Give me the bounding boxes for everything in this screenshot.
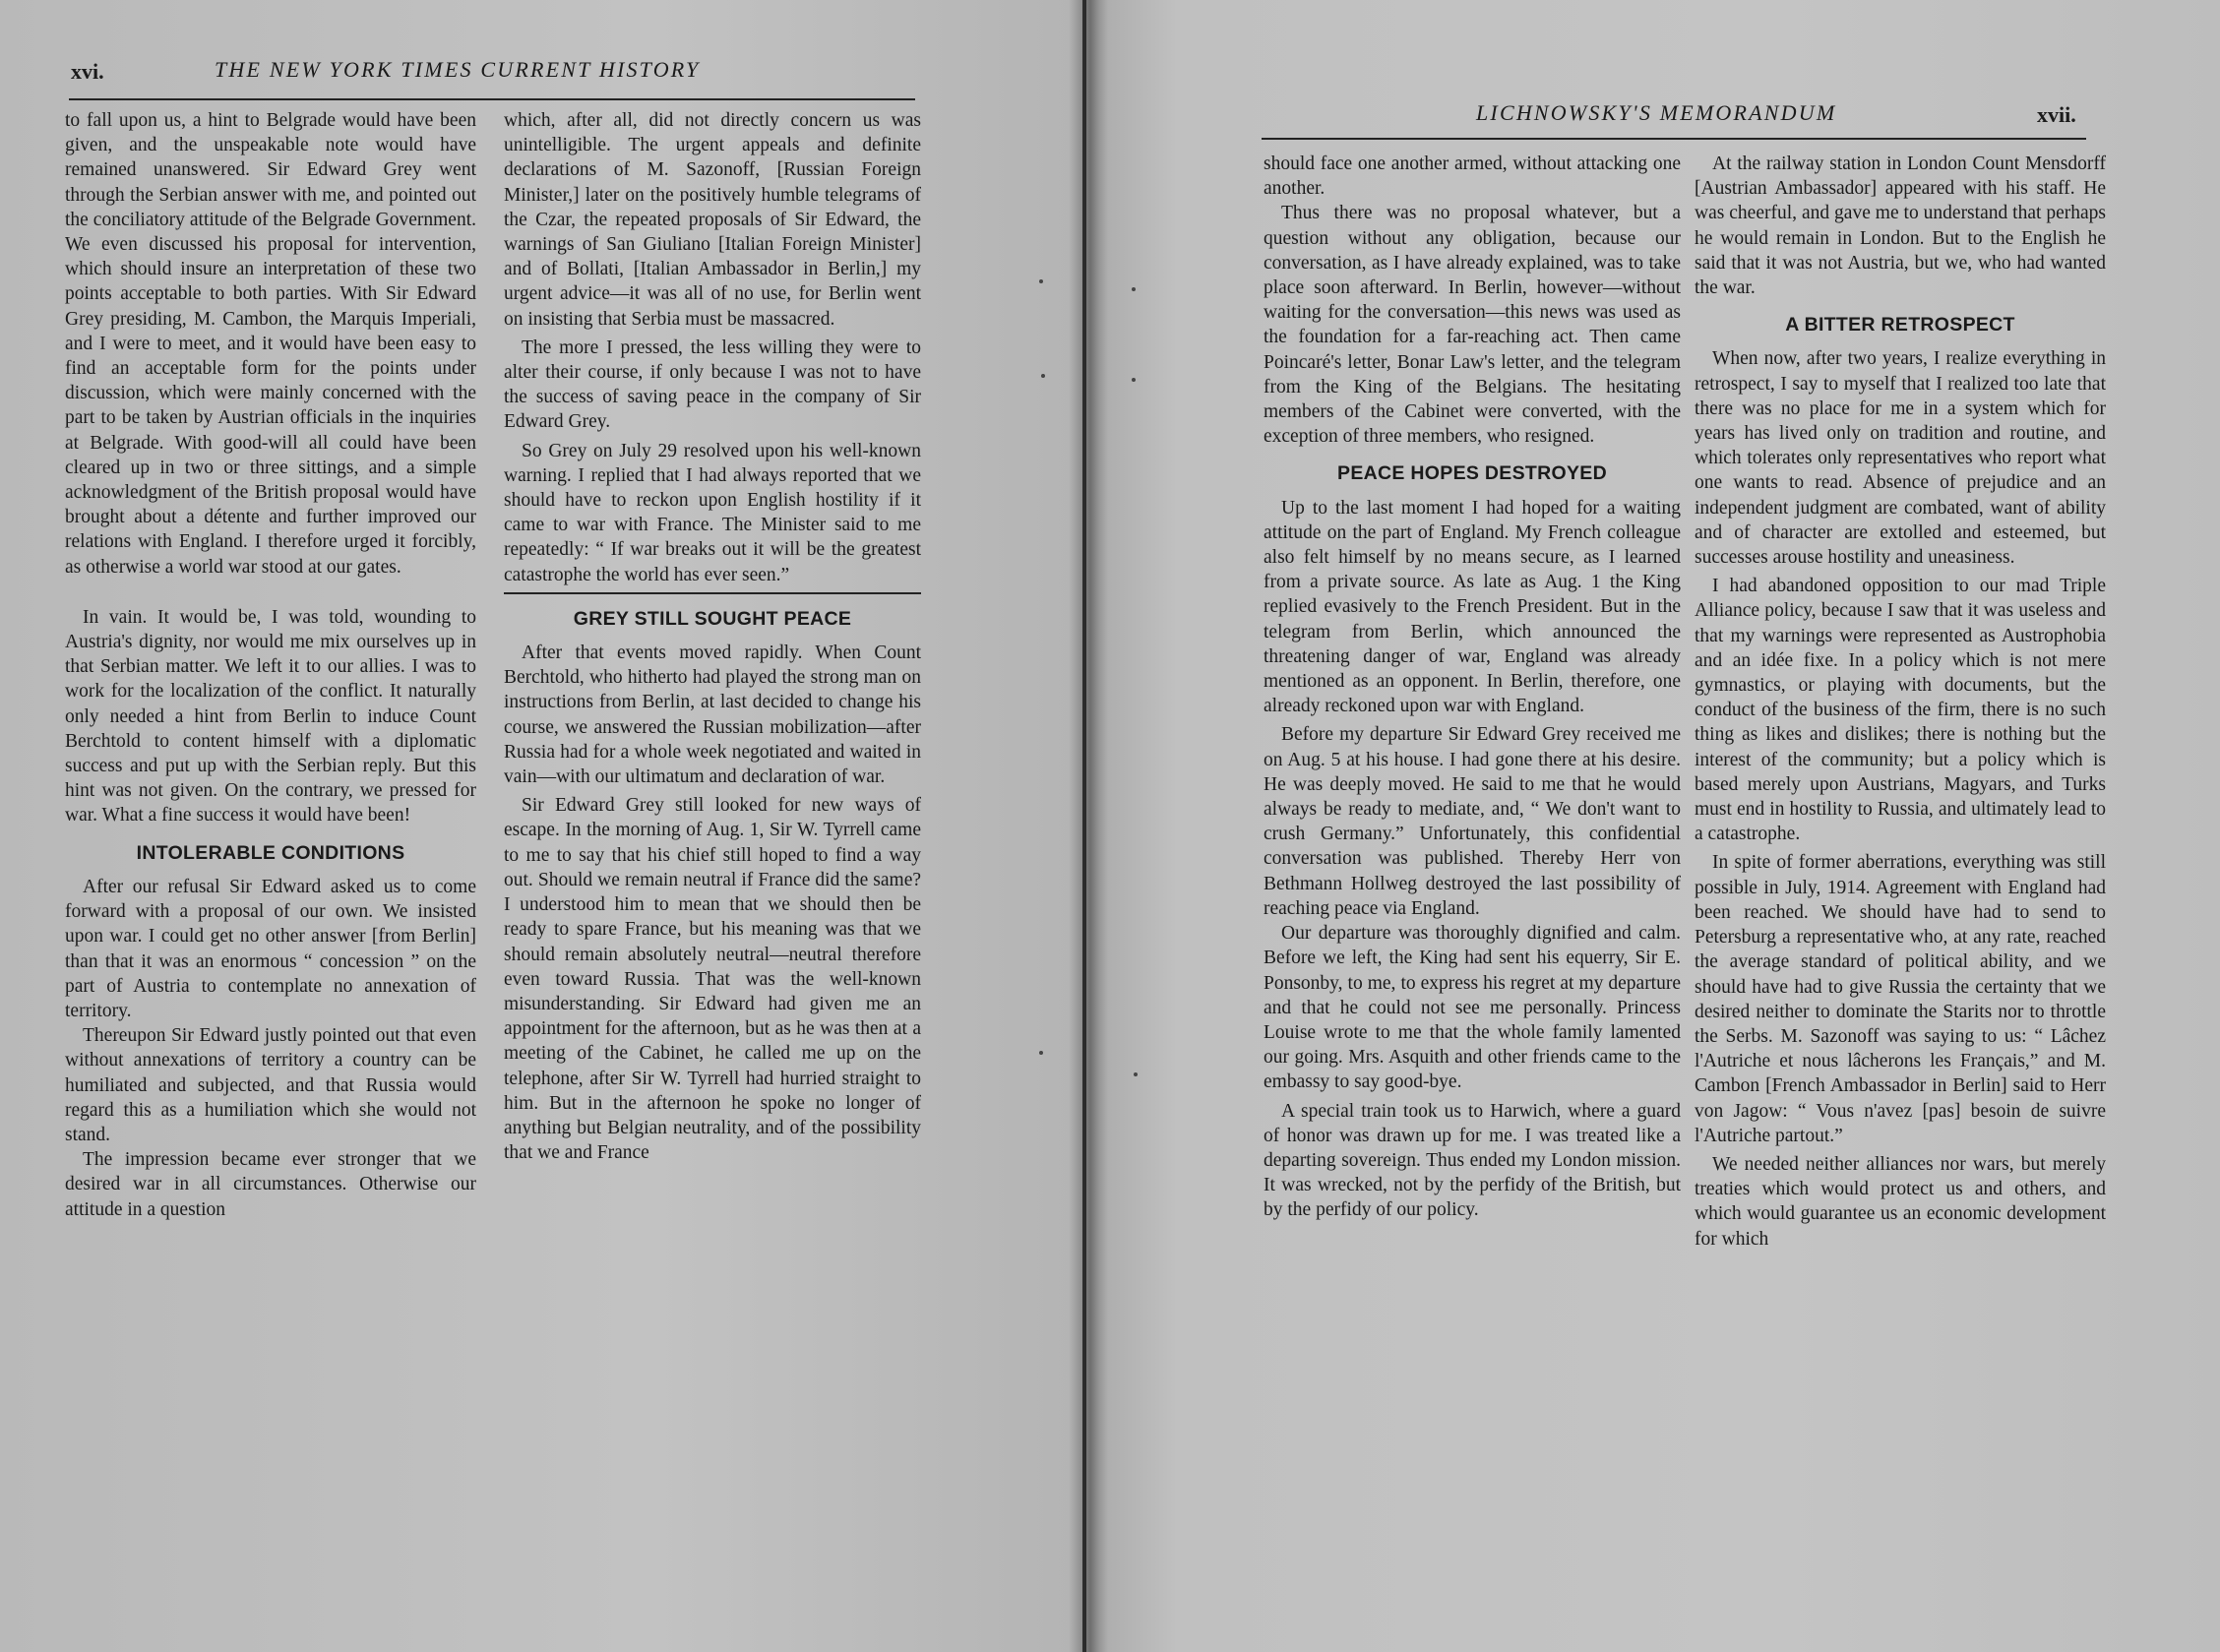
paragraph: should face one another armed, without attacking one another.	[1264, 153, 1681, 200]
binding-mark	[1041, 374, 1045, 378]
column-rule	[504, 592, 921, 594]
paragraph: At the railway station in London Count Mensdorff [Austrian Ambassador] appeared with his staff. He was cheerful, and gave me to understand that perhaps he would remain in London. But to the English he said that it was not Austria, but we, who had wanted the war.	[1695, 153, 2106, 299]
page-number-right: xvii.	[2037, 102, 2076, 127]
paragraph: A special train took us to Harwich, where a guard of honor was drawn up for me. I was treated like a departing sovereign. Thus ended my London mission. It was wrecked, not by the perfidy of the British, but by the perfidy of our policy.	[1264, 1100, 1681, 1221]
paragraph: So Grey on July 29 resolved upon his well-known warning. I replied that I had always reported that we should have to reckon upon English hostility if it came to war with France. The Minister said to me repeatedly: “ If war breaks out it will be the greatest catastrophe the world has ever seen.”	[504, 440, 921, 585]
right-page	[1086, 0, 2220, 1652]
binding-mark	[1039, 279, 1043, 283]
right-page-column-2	[1695, 152, 2106, 1252]
paragraph: After that events moved rapidly. When Count Berchtold, who hitherto had played the strong man on instructions from Berlin, at last decided to change his course, we answered the Russian mobilization—after Russia had for a whole week negotiated and waited in vain—with our ultimatum and declaration of war.	[504, 642, 921, 788]
paragraph: We needed neither alliances nor wars, but merely treaties which would protect us and others, and which would guarantee us an economic development for which	[1695, 1153, 2106, 1250]
binding-mark	[1134, 1072, 1138, 1076]
header-rule-left	[69, 98, 915, 100]
binding-mark	[1132, 378, 1136, 382]
paragraph: In vain. It would be, I was told, wounding to Austria's dignity, nor would me mix ourselves up in that Serbian matter. We left it to our allies. I was to work for the localization of the conflict. It naturally only needed a hint from Berlin to induce Count Berchtold to content himself with a diplomatic success and put up with the Serbian reply. But this hint was not given. On the contrary, we pressed for war. What a fine success it would have been!	[65, 606, 476, 826]
paragraph: which, after all, did not directly concern us was unintelligible. The urgent appeals and definite declarations of M. Sazonoff, [Russian Foreign Minister,] later on the positively humble telegrams of the Czar, the repeated proposals of Sir Edward, the warnings of San Giuliano [Italian Foreign Minister] and of Bollati, [Italian Ambassador in Berlin,] my urgent advice—it was all of no use, for Berlin went on insisting that Serbia must be massacred.	[504, 110, 921, 330]
running-head-right: LICHNOWSKY'S MEMORANDUM	[1476, 100, 1837, 125]
paragraph: I had abandoned opposition to our mad Triple Alliance policy, because I saw that it was useless and that my warnings were represented as Austrophobia and an idée fixe. In a policy which is not mere gymnastics, or playing with documents, but the conduct of the business of the firm, there is no such thing as likes and dislikes; there is nothing but the interest of the community; but a policy which is based merely upon Austrians, Magyars, and Turks must end in hostility to Russia, and ultimately lead to a catastrophe.	[1695, 576, 2106, 845]
paragraph: Sir Edward Grey still looked for new ways of escape. In the morning of Aug. 1, Sir W. Tyrrell came to me to say that his chief still hoped to find a way out. Should we remain neutral if France did the same? I understood him to mean that we should then be ready to spare France, but his meaning was that we should remain absolutely neutral—neutral therefore even toward Russia. That was the well-known misunderstanding. Sir Edward had given me an appointment for the afternoon, but as he was then at a meeting of the Cabinet, he called me up on the telephone, after Sir W. Tyrrell had hurried straight to him. But in the afternoon he spoke no longer of anything but Belgian neutrality, and of the possibility that we and France	[504, 795, 921, 1164]
paragraph: Thereupon Sir Edward justly pointed out that even without annexations of territory a country can be humiliated and subjected, and that Russia would regard this as a humiliation which she would not stand.	[65, 1025, 476, 1145]
paragraph: Thus there was no proposal whatever, but a question without any obligation, because our conversation, as I have already explained, was to take place soon afterward. In Berlin, however—without waiting for the conversation—this news was used as the foundation for a far-reaching act. Then came Poincaré's letter, Bonar Law's letter, and the telegram from the King of the Belgians. The hesitating members of the Cabinet were converted, with the exception of three members, who resigned.	[1264, 203, 1681, 448]
left-page-column-1	[65, 108, 476, 1222]
paragraph: to fall upon us, a hint to Belgrade would have been given, and the unspeakable note would have remained unanswered. Sir Edward Grey went through the Serbian answer with me, and pointed out the conciliatory attitude of the Belgrade Government. We even discussed his proposal for intervention, which should insure an interpretation of these two points acceptable to both parties. With Sir Edward Grey presiding, M. Cambon, the Marquis Imperiali, and I were to meet, and it would have been easy to find an acceptable form for the points under discussion, which were mainly concerned with the part to be taken by Austrian officials in the inquiries at Belgrade. With good-will all could have been cleared up in two or three sittings, and a simple acknowledgment of the British proposal would have brought about a détente and further improved our relations with England. I therefore urged it forcibly, as otherwise a world war stood at our gates.	[65, 110, 476, 578]
paragraph: Up to the last moment I had hoped for a waiting attitude on the part of England. My French colleague also felt himself by no means secure, as I learned from a private source. As late as Aug. 1 the King replied evasively to the French President. But in the telegram from Berlin, which announced the threatening danger of war, England was already mentioned as an opponent. In Berlin, therefore, one already reckoned upon war with England.	[1264, 497, 1681, 717]
paragraph: Before my departure Sir Edward Grey received me on Aug. 5 at his house. I had gone there at his desire. He was deeply moved. He said to me that he would always be ready to mediate, and, “ We don't want to crush Germany.” Unfortunately, this confidential conversation was published. Thereby Herr von Bethmann Hollweg destroyed the last possibility of reaching peace via England.	[1264, 724, 1681, 919]
page-number-left: xvi.	[71, 59, 104, 84]
section-heading: GREY STILL SOUGHT PEACE	[573, 607, 852, 630]
section-heading: A BITTER RETROSPECT	[1785, 314, 2015, 337]
paragraph: The more I pressed, the less willing they were to alter their course, if only because I was not to have the success of saving peace in the company of Sir Edward Grey.	[504, 337, 921, 433]
binding-mark	[1132, 287, 1136, 291]
section-heading: INTOLERABLE CONDITIONS	[136, 841, 405, 864]
paragraph: When now, after two years, I realize everything in retrospect, I say to myself that I realized too late that there was no place for me in a system which for years has lived only on tradition and routine, and which tolerates only representatives who report what one wants to read. Absence of prejudice and an independent judgment are combated, want of ability and of character are extolled and esteemed, but successes arouse hostility and uneasiness.	[1695, 348, 2106, 569]
book-gutter	[1069, 0, 1108, 1652]
left-page	[0, 0, 1082, 1652]
paragraph: Our departure was thoroughly dignified and calm. Before we left, the King had sent his equerry, Sir E. Ponsonby, to me, to express his regret at my departure and that he could not see me personally. Princess Louise wrote to me that the whole family lamented our going. Mrs. Asquith and other friends came to the embassy to say good-bye.	[1264, 923, 1681, 1093]
header-rule-right	[1262, 138, 2086, 140]
paragraph: After our refusal Sir Edward asked us to come forward with a proposal of our own. We insisted upon war. I could get no other answer [from Berlin] than that it was an enormous “ concession ” on the part of Austria to contemplate no annexation of territory.	[65, 876, 476, 1021]
binding-mark	[1039, 1051, 1043, 1055]
section-heading: PEACE HOPES DESTROYED	[1337, 462, 1607, 485]
running-head-left: THE NEW YORK TIMES CURRENT HISTORY	[215, 57, 701, 82]
paragraph: In spite of former aberrations, everything was still possible in July, 1914. Agreement with England had been reached. We should have had to send to Petersburg a representative who, at any rate, reached the average standard of political ability, and we should have had to give Russia the certainty that we desired neither to dominate the Starits nor to throttle the Serbs. M. Sazonoff was saying to us: “ Lâchez l'Autriche et nous lâcherons les Français,” and M. Cambon [French Ambassador in Berlin] said to Herr von Jagow: “ Vous n'avez [pas] besoin de suivre l'Autriche partout.”	[1695, 852, 2106, 1146]
left-page-column-2	[504, 108, 921, 1165]
right-page-column-1	[1264, 152, 1681, 1223]
paragraph: The impression became ever stronger that we desired war in all circumstances. Otherwise our attitude in a question	[65, 1149, 476, 1220]
